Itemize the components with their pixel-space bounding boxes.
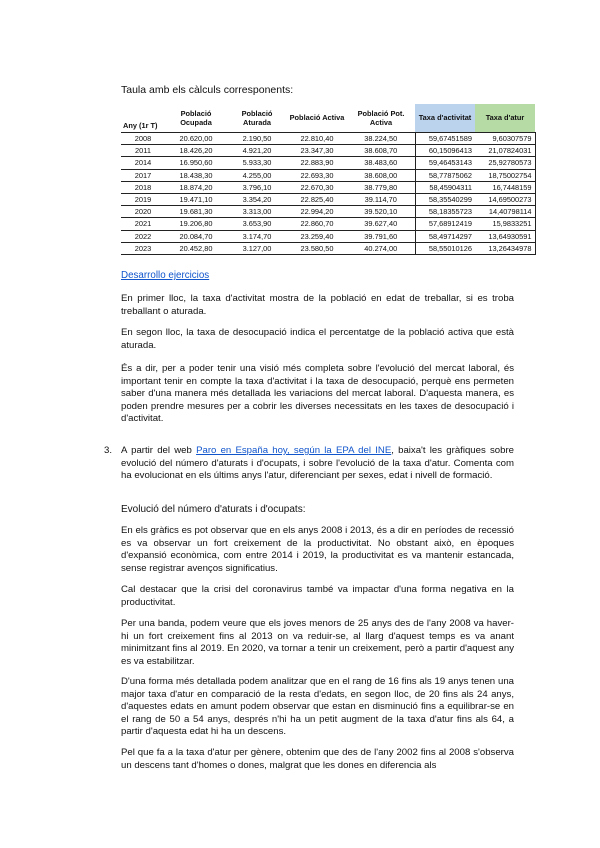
table-cell: 5.933,30 — [227, 157, 287, 169]
table-cell: 60,15096413 — [415, 145, 475, 157]
table-row — [121, 230, 535, 242]
table-cell: 9,60307579 — [475, 133, 535, 145]
table-caption: Taula amb els càlculs corresponents: — [121, 84, 294, 96]
table-cell: 2021 — [121, 218, 165, 230]
table-cell: 40.274,00 — [347, 242, 415, 254]
table-cell: 19.681,30 — [165, 206, 227, 218]
table-cell: 21,07824031 — [475, 145, 535, 157]
table-cell: 13,64930591 — [475, 230, 535, 242]
table-cell: 59,46453143 — [415, 157, 475, 169]
header-potential-active: Població Pot. Activa — [347, 104, 415, 133]
table-cell: 20.084,70 — [165, 230, 227, 242]
table-cell: 2011 — [121, 145, 165, 157]
table-cell: 22.670,30 — [287, 181, 347, 193]
paragraph-activity-rate: En primer lloc, la taxa d'activitat mostra de la població en edat de treballar, si es troba treballant o aturada. — [121, 293, 514, 317]
paragraph-youth: Per una banda, podem veure que els joves menors de 25 anys des de l'any 2008 va haver-hi un fort creixement fins al 2013 on va reduir-se, al llarg d'aquest temps es va anant minimitzant fins al 2019. En 2020, va tornar a tenir un creixement, però a partir d'aquest any es va estabilitzar. — [121, 618, 514, 667]
table-cell: 39.114,70 — [347, 193, 415, 205]
table-cell: 3.313,00 — [227, 206, 287, 218]
table-cell: 2023 — [121, 242, 165, 254]
paragraph-gender: Pel que fa a la taxa d'atur per gènere, obtenim que des de l'any 2002 fins al 2008 s'observa un descens tant d'homes o dones, malgrat que les dones en diferencia als — [121, 747, 514, 771]
table-cell: 3.354,20 — [227, 193, 287, 205]
table-row — [121, 181, 535, 193]
paragraph-unemployment-rate: En segon lloc, la taxa de desocupació indica el percentatge de la població activa que està aturada. — [121, 327, 514, 351]
table-cell: 23.259,40 — [287, 230, 347, 242]
table-cell: 16,7448159 — [475, 181, 535, 193]
section-link-exercises[interactable]: Desarrollo ejercicios — [121, 270, 210, 281]
table-cell: 23.580,50 — [287, 242, 347, 254]
table-cell: 2.190,50 — [227, 133, 287, 145]
table-cell: 20.452,80 — [165, 242, 227, 254]
table-cell: 58,45904311 — [415, 181, 475, 193]
table-row — [121, 193, 535, 205]
table-cell: 22.860,70 — [287, 218, 347, 230]
subheading-evolution: Evolució del número d'aturats i d'ocupats: — [121, 504, 306, 515]
table-cell: 23.347,30 — [287, 145, 347, 157]
table-cell: 2018 — [121, 181, 165, 193]
table-cell: 4.921,20 — [227, 145, 287, 157]
table-cell: 58,49714297 — [415, 230, 475, 242]
paragraph-covid: Cal destacar que la crisi del coronavirus també va impactar d'una forma negativa en la productivitat. — [121, 584, 514, 608]
header-occupied: Població Ocupada — [165, 104, 227, 133]
table-body — [121, 133, 535, 255]
table-cell: 38.779,80 — [347, 181, 415, 193]
table-cell: 25,92780573 — [475, 157, 535, 169]
table-cell: 22.883,90 — [287, 157, 347, 169]
calculations-table — [121, 104, 536, 255]
header-active: Població Activa — [287, 104, 347, 133]
table-cell: 3.653,90 — [227, 218, 287, 230]
table-cell: 20.620,00 — [165, 133, 227, 145]
table-cell: 2008 — [121, 133, 165, 145]
item3-text-before: A partir del web — [121, 445, 197, 456]
header-unemployed: Població Aturada — [227, 104, 287, 133]
table-cell: 38.608,00 — [347, 169, 415, 181]
table-cell: 2020 — [121, 206, 165, 218]
table-row — [121, 157, 535, 169]
table-row — [121, 242, 535, 254]
table-cell: 18.874,20 — [165, 181, 227, 193]
header-unemployment-rate: Taxa d'atur — [475, 104, 535, 133]
table-cell: 3.796,10 — [227, 181, 287, 193]
item3-text-after: , baixa't les gràfiques sobre evolució del número d'aturats i d'ocupats, i sobre l'evolució de la taxa d'atur. Comenta com ha evolucionat en els últims anys l'atur, diferenciant per sexes, edat i nivell de formació. — [121, 445, 514, 482]
table-cell: 2019 — [121, 193, 165, 205]
table-cell: 2017 — [121, 169, 165, 181]
table-cell: 14,69500273 — [475, 193, 535, 205]
table-cell: 3.174,70 — [227, 230, 287, 242]
table-cell: 38.224,50 — [347, 133, 415, 145]
table-cell: 16.950,60 — [165, 157, 227, 169]
table-cell: 38.483,60 — [347, 157, 415, 169]
table-cell: 39.791,60 — [347, 230, 415, 242]
table-cell: 58,77875062 — [415, 169, 475, 181]
table-cell: 22.810,40 — [287, 133, 347, 145]
table-cell: 18.438,30 — [165, 169, 227, 181]
table-cell: 19.471,10 — [165, 193, 227, 205]
table-cell: 2014 — [121, 157, 165, 169]
header-year: Any (1r T) — [121, 104, 165, 133]
table-row — [121, 169, 535, 181]
table-cell: 15,9833251 — [475, 218, 535, 230]
table-cell: 19.206,80 — [165, 218, 227, 230]
table-cell: 22.693,30 — [287, 169, 347, 181]
table-row — [121, 145, 535, 157]
paragraph-age-ranges: D'una forma més detallada podem analitzar que en el rang de 16 fins als 19 anys tenen una major taxa d'atur en comparació de la resta d'edats, en segon lloc, de 20 fins als 24 anys, d'aquestes edats en amunt podem observar que estan en disminució fins a equilibrar-se en el rang de 50 a 54 anys, després n'hi ha un petit augment de la taxa d'atur fins als 64, a partir d'aquesta edat hi ha un descens. — [121, 676, 514, 738]
table-header-row — [121, 104, 535, 133]
table-cell: 4.255,00 — [227, 169, 287, 181]
epa-ine-link[interactable]: Paro en España hoy, según la EPA del INE — [196, 445, 392, 456]
table-cell: 14,40798114 — [475, 206, 535, 218]
table-cell: 22.994,20 — [287, 206, 347, 218]
table-row — [121, 206, 535, 218]
paragraph-summary: És a dir, per a poder tenir una visió més completa sobre l'evolució del mercat laboral, és important tenir en compte la taxa d'activitat i la taxa de desocupació, perquè ens permeten saber d'una manera més detallada les variacions del mercat laboral. D'aquesta manera, es poden prendre mesures per a cobrir les diverses necessitats en les taxes de desocupació i d'activitat. — [121, 363, 514, 425]
table-cell: 3.127,00 — [227, 242, 287, 254]
table-cell: 38.608,70 — [347, 145, 415, 157]
table-cell: 18,75002754 — [475, 169, 535, 181]
table-cell: 59,67451589 — [415, 133, 475, 145]
table-cell: 13,26434978 — [475, 242, 535, 254]
header-activity-rate: Taxa d'activitat — [415, 104, 475, 133]
table-cell: 2022 — [121, 230, 165, 242]
table-cell: 57,68912419 — [415, 218, 475, 230]
table-cell: 39.520,10 — [347, 206, 415, 218]
table-row — [121, 218, 535, 230]
table-cell: 58,55010126 — [415, 242, 475, 254]
table-cell: 58,18355723 — [415, 206, 475, 218]
table-cell: 18.426,20 — [165, 145, 227, 157]
table-row — [121, 133, 535, 145]
list-number: 3. — [104, 445, 113, 456]
table-cell: 22.825,40 — [287, 193, 347, 205]
table-cell: 58,35540299 — [415, 193, 475, 205]
paragraph-graphs: En els gràfics es pot observar que en els anys 2008 i 2013, és a dir en períodes de recessió es va observar un fort creixement de la productivitat. No obstant això, en èpoques d'expansió econòmica, com entre 2014 i 2019, la productivitat es va mantenir estancada, sense registrar avenços significatius. — [121, 525, 514, 574]
table-cell: 39.627,40 — [347, 218, 415, 230]
list-item-3 — [121, 445, 514, 483]
